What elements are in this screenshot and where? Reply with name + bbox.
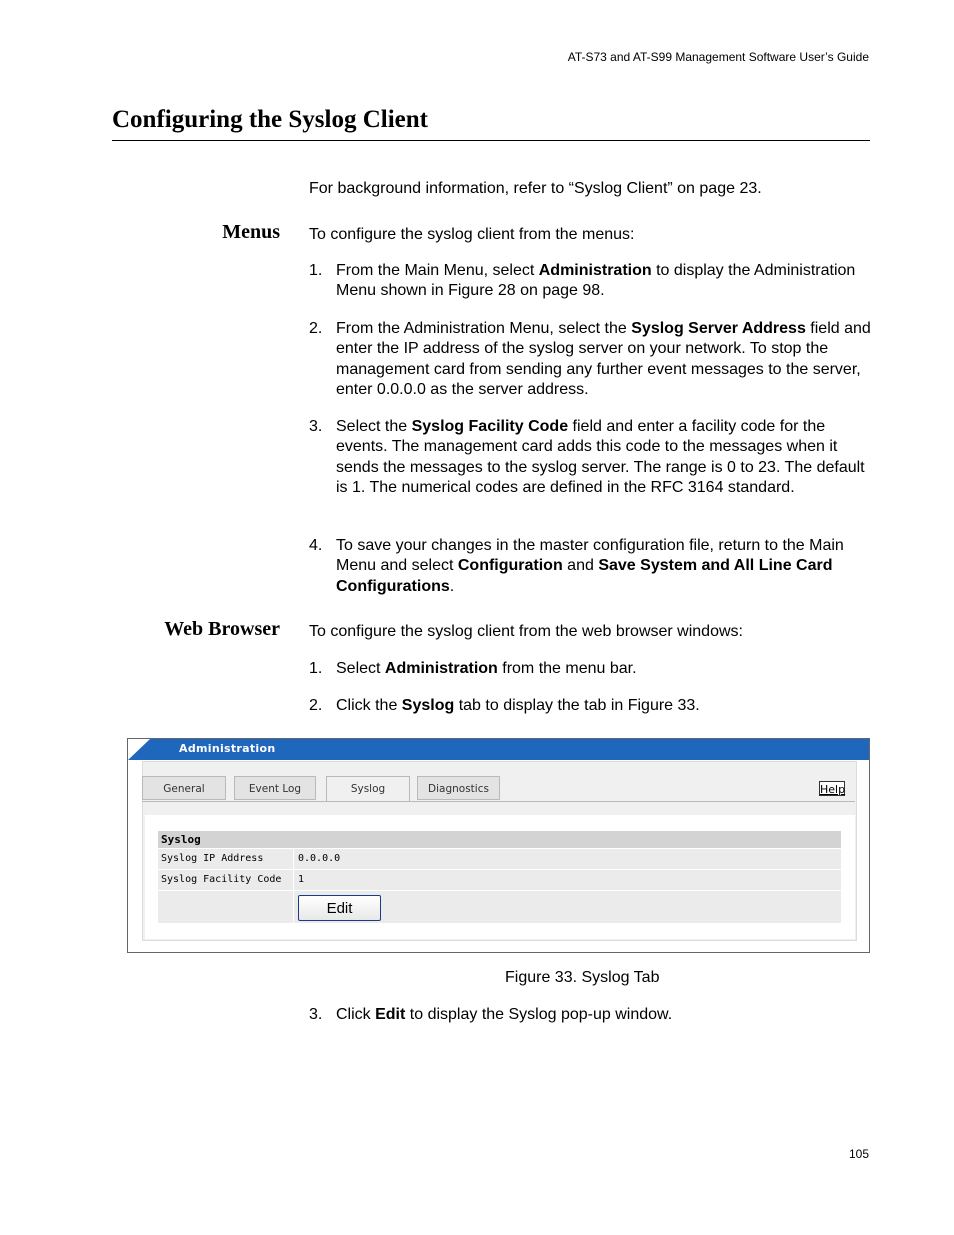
step-bold: Administration: [384, 660, 498, 677]
column-separator: [293, 891, 294, 923]
web-browser-heading: Web Browser: [164, 618, 280, 640]
syslog-table: [158, 831, 841, 923]
table-header: Syslog: [158, 831, 841, 848]
help-button[interactable]: [819, 781, 845, 796]
button-row: [158, 891, 841, 923]
step-text: Select the: [336, 418, 412, 435]
web-step-2: [309, 696, 874, 716]
menus-step-4: [309, 536, 874, 597]
figure-header-bar: [128, 739, 869, 760]
page-title: Configuring the Syslog Client: [112, 106, 429, 133]
step-number: 4.: [309, 537, 323, 554]
running-head: AT-S73 and AT-S99 Management Software User’s Guide: [567, 50, 869, 64]
step-text: To save your changes in the master configuration file, return to the Main Menu and select: [336, 537, 844, 575]
step-number: 2.: [309, 697, 323, 714]
row-value: 0.0.0.0: [298, 853, 341, 864]
step-text: and: [562, 557, 599, 575]
step-text: to display the Administration Menu shown in Figure 28 on page 98.: [336, 262, 856, 300]
step-bold: Syslog Server Address: [631, 320, 806, 337]
step-number: 2.: [309, 320, 323, 337]
menus-lead: To configure the syslog client from the menus:: [309, 226, 635, 243]
step-text: tab to display the tab in Figure 33.: [454, 697, 700, 714]
menus-step-2: [309, 319, 874, 400]
step-text: Click the: [336, 697, 402, 714]
title-rule: [112, 140, 870, 141]
header-notch: [128, 739, 150, 760]
row-label: Syslog IP Address: [161, 853, 264, 864]
step-text: Select: [336, 660, 385, 677]
step-bold: Save System and All Line Card Configurations: [336, 557, 833, 595]
syslog-tab-figure: [127, 738, 870, 953]
step-bold: Syslog Facility Code: [411, 418, 569, 435]
table-row: [158, 849, 841, 869]
help-label: Help: [820, 783, 846, 796]
tab-event-log[interactable]: Event Log: [234, 776, 316, 800]
step-number: 3.: [309, 1006, 323, 1023]
tab-diagnostics[interactable]: Diagnostics: [417, 776, 500, 800]
step-text: to display the Syslog pop-up window.: [405, 1006, 673, 1023]
step-bold: Edit: [375, 1006, 406, 1023]
menus-step-3: [309, 417, 874, 498]
edit-button[interactable]: Edit: [298, 895, 381, 921]
tab-baseline: [142, 801, 855, 802]
web-step-3: [309, 1005, 874, 1025]
step-bold: Administration: [538, 262, 652, 279]
intro-text: For background information, refer to “Syslog Client” on page 23.: [309, 180, 762, 197]
step-number: 1.: [309, 262, 323, 279]
page-number: 105: [848, 1147, 869, 1161]
step-text: field and enter a facility code for the events. The management card adds this code to the messages when it sends the messages to the syslog server. The range is 0 to 23. The default is 1. The numerical codes are defined in the RFC 3164 standard.: [336, 418, 865, 496]
step-text: field and enter the IP address of the syslog server on your network. To stop the management card from sending any further event messages to the server, enter 0.0.0.0 as the server address.: [336, 320, 871, 398]
step-text: Click: [336, 1006, 376, 1023]
figure-header-title: Administration: [179, 742, 276, 755]
web-lead: To configure the syslog client from the web browser windows:: [309, 623, 743, 640]
tab-general[interactable]: General: [142, 776, 226, 800]
menus-heading: Menus: [222, 221, 280, 243]
row-label: Syslog Facility Code: [161, 874, 282, 885]
step-number: 1.: [309, 660, 323, 677]
step-text: from the menu bar.: [497, 660, 637, 677]
web-step-1: [309, 659, 874, 679]
step-text: .: [449, 577, 455, 595]
step-text: From the Main Menu, select: [336, 262, 539, 279]
step-text: From the Administration Menu, select the: [336, 320, 632, 337]
step-bold: Configuration: [457, 557, 563, 575]
table-row: [158, 870, 841, 890]
step-bold: Syslog: [401, 697, 455, 714]
menus-step-1: [309, 261, 874, 302]
figure-caption: Figure 33. Syslog Tab: [505, 969, 660, 986]
row-value: 1: [298, 874, 305, 885]
tab-syslog[interactable]: Syslog: [326, 776, 410, 802]
step-number: 3.: [309, 418, 323, 435]
